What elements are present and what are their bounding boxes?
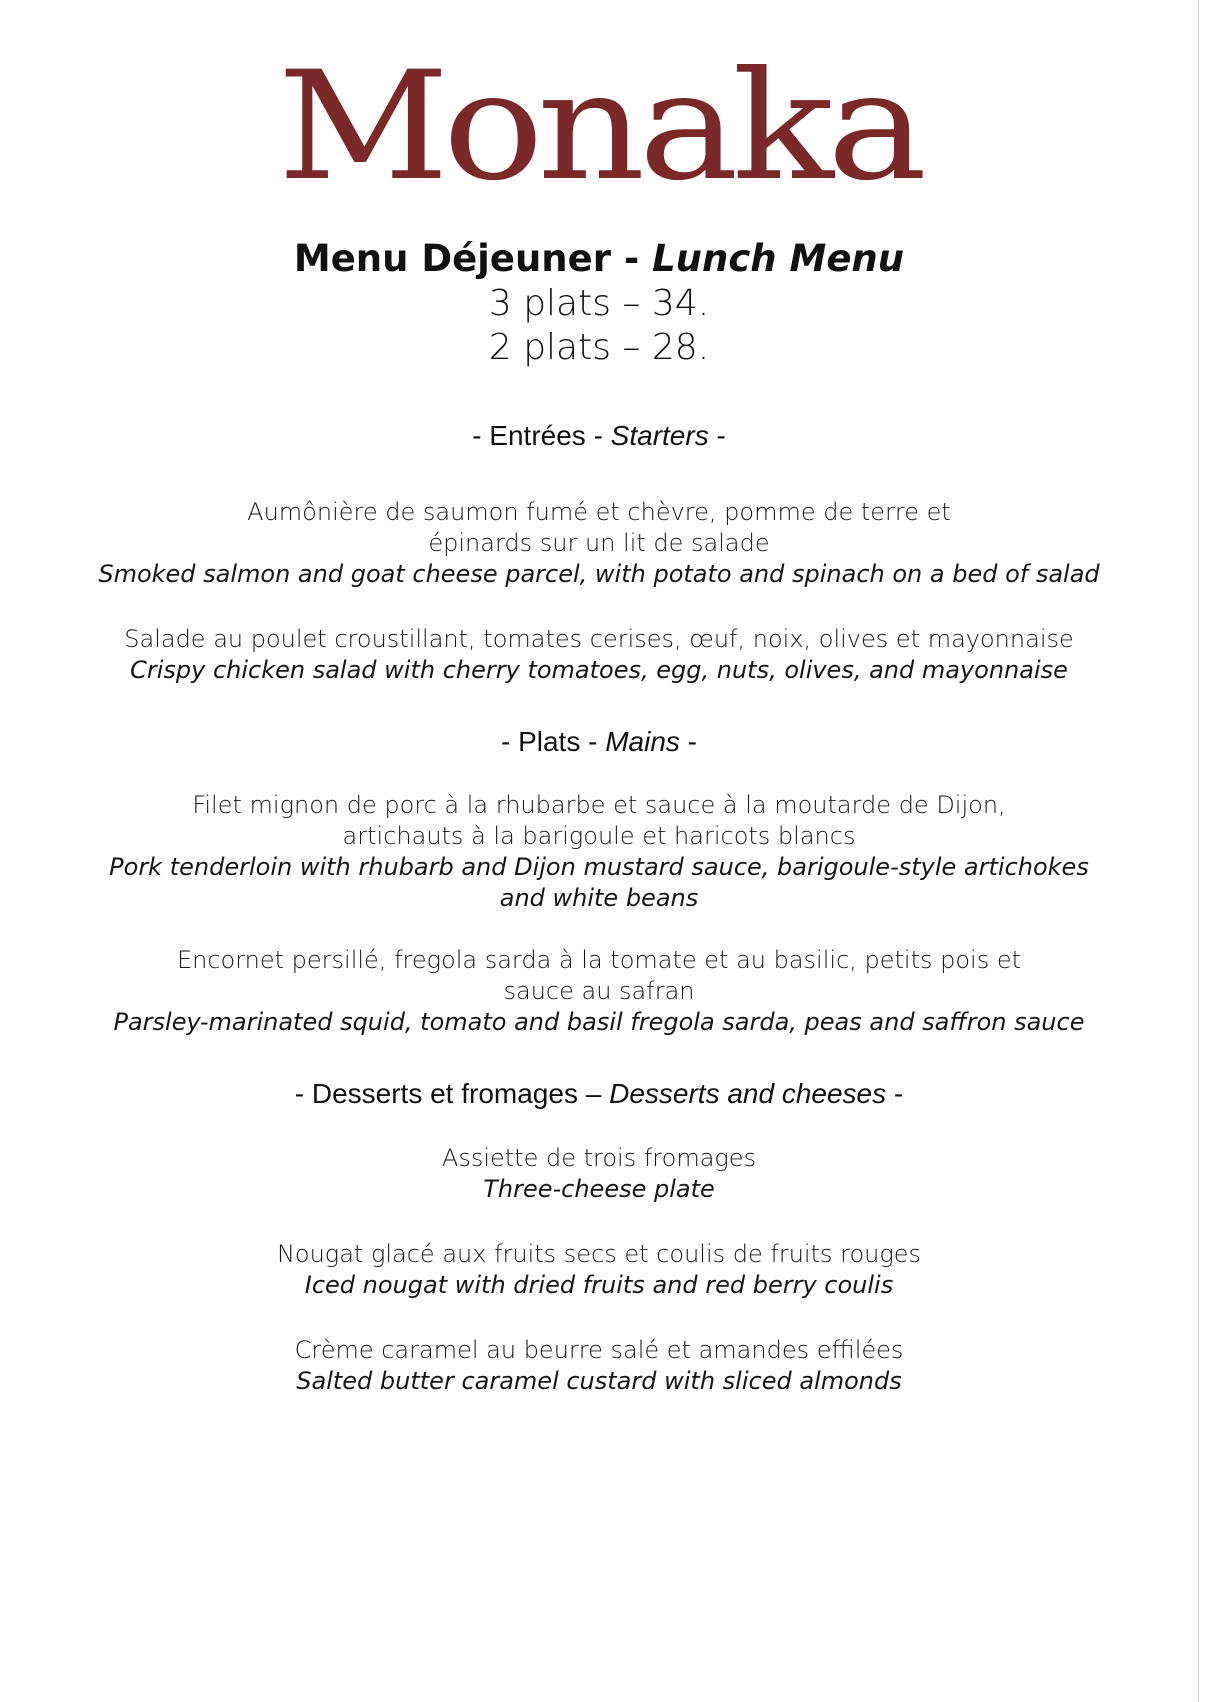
main-1-en-line1: Pork tenderloin with rhubarb and Dijon mustard sauce, barigoule-style artichokes xyxy=(109,853,1089,881)
starter-2-en-line1: Crispy chicken salad with cherry tomatoes, egg, nuts, olives, and mayonnaise xyxy=(130,656,1068,684)
restaurant-logo: Monaka xyxy=(277,40,921,214)
starter-1-fr-line2: épinards sur un lit de salade xyxy=(428,529,770,557)
dessert-1-en-line1: Three-cheese plate xyxy=(483,1175,715,1203)
main-2-fr-line2: sauce au safran xyxy=(503,977,695,1005)
starter-1-fr-line1: Aumônière de saumon fumé et chèvre, pomme de terre et xyxy=(247,498,951,526)
menu-title xyxy=(0,236,1198,282)
section-title-starters: - Entrées - Starters - xyxy=(472,420,726,451)
dessert-2-en-line1: Iced nougat with dried fruits and red berry coulis xyxy=(304,1271,894,1299)
main-1-fr-line2: artichauts à la barigoule et haricots blancs xyxy=(342,822,856,850)
main-2-fr-line1: Encornet persillé, fregola sarda à la tomate et au basilic, petits pois et xyxy=(176,946,1022,974)
menu-title-en: Lunch Menu xyxy=(652,237,905,280)
main-1-en-line2: and white beans xyxy=(499,884,699,912)
menu-title-fr: Menu Déjeuner - xyxy=(293,237,653,280)
section-title-mains: - Plats - Mains - xyxy=(500,726,698,757)
main-2-en-line1: Parsley-marinated squid, tomato and basil fregola sarda, peas and saffron sauce xyxy=(113,1008,1085,1036)
dessert-1-fr-line1: Assiette de trois fromages xyxy=(441,1144,757,1172)
section-title-desserts: - Desserts et fromages – Desserts and cheeses - xyxy=(294,1078,904,1109)
dessert-2-fr-line1: Nougat glacé aux fruits secs et coulis de fruits rouges xyxy=(276,1240,922,1268)
price-two-courses: 2 plats – 28. xyxy=(488,327,710,368)
starter-1-en-line1: Smoked salmon and goat cheese parcel, with potato and spinach on a bed of salad xyxy=(98,560,1100,588)
price-three-courses: 3 plats – 34. xyxy=(488,283,710,324)
main-1-fr-line1: Filet mignon de porc à la rhubarbe et sauce à la moutarde de Dijon, xyxy=(192,791,1006,819)
starter-2-fr-line1: Salade au poulet croustillant, tomates cerises, œuf, noix, olives et mayonnaise xyxy=(124,625,1074,653)
dessert-3-en-line1: Salted butter caramel custard with sliced almonds xyxy=(296,1367,902,1395)
dessert-3-fr-line1: Crème caramel au beurre salé et amandes effilées xyxy=(294,1336,904,1364)
